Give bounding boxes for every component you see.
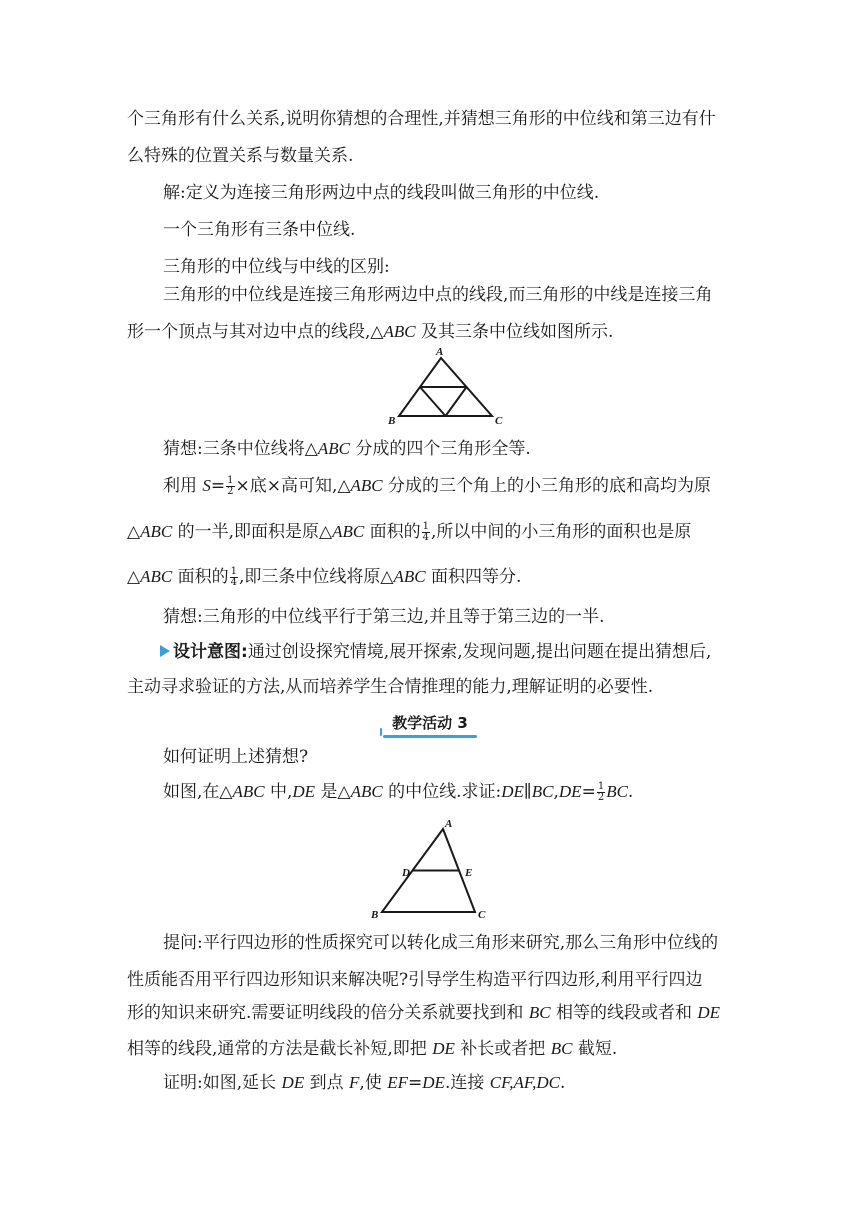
triangle-arrow-icon: [160, 645, 170, 657]
proof-line: 证明:如图,延长 DE 到点 F,使 EF=DE.连接 CF,AF,DC.: [163, 1073, 566, 1093]
problem-statement: 如图,在△ABC 中,DE 是△ABC 的中位线.求证:DE∥BC,DE= $\frac{1}{2}$ BC.: [163, 781, 634, 803]
vertex-label-a: A: [445, 818, 453, 830]
fraction-one-quarter: $\frac{1}{4}$: [422, 521, 429, 543]
paragraph-line: 形的知识来研究.需要证明线段的倍分关系就要找到和 BC 相等的线段或者和 DE: [127, 1003, 721, 1023]
answer-count: 一个三角形有三条中位线.: [163, 220, 356, 240]
area-reasoning-line: △ABC 的一半,即面积是原△ABC 面积的 $\frac{1}{4}$ ,所以中间的小三角形的面积也是原: [127, 521, 692, 543]
conjecture-1: 猜想:三条中位线将△ABC 分成的四个三角形全等.: [163, 439, 531, 459]
fraction-one-half: $\frac{1}{2}$: [597, 781, 605, 803]
figure-triangle-midlines: [385, 344, 510, 429]
paragraph-line: 三角形的中位线是连接三角形两边中点的线段,而三角形的中线是连接三角: [163, 285, 713, 305]
conjecture-2: 猜想:三角形的中位线平行于第三边,并且等于第三边的一半.: [163, 607, 605, 627]
figure-triangle-de: [370, 815, 495, 925]
paragraph-line: 提问:平行四边形的性质探究可以转化成三角形来研究,那么三角形中位线的: [163, 933, 719, 953]
answer-definition: 解:定义为连接三角形两边中点的线段叫做三角形的中位线.: [163, 183, 600, 203]
paragraph-line: 形一个顶点与其对边中点的线段,△ABC 及其三条中位线如图所示.: [127, 322, 614, 342]
activity-underline: [383, 735, 477, 738]
paragraph-line: 性质能否用平行四边形知识来解决呢?引导学生构造平行四边形,利用平行四边: [127, 970, 703, 990]
area-reasoning-line: 利用 S= $\frac{1}{2}$ ×底×高可知,△ABC 分成的三个角上的小三角形的底和高均为原: [163, 475, 712, 497]
activity-title: 教学活动 3: [385, 712, 475, 734]
point-label-d: D: [402, 867, 410, 879]
vertex-label-b: B: [388, 415, 396, 427]
design-intent-line: 主动寻求验证的方法,从而培养学生合情推理的能力,理解证明的必要性.: [127, 677, 654, 697]
midline: [420, 387, 446, 416]
design-intent-line: 设计意图:通过创设探究情境,展开探索,发现问题,提出问题在提出猜想后,: [160, 641, 711, 663]
vertex-label-a: A: [436, 346, 444, 358]
paragraph-line: 相等的线段,通常的方法是截长补短,即把 DE 补长或者把 BC 截短.: [127, 1039, 618, 1059]
fraction-one-half: $\frac{1}{2}$: [227, 475, 234, 497]
vertex-label-b: B: [371, 909, 379, 921]
paragraph-line: 个三角形有什么关系,说明你猜想的合理性,并猜想三角形的中位线和第三边有什: [127, 109, 716, 129]
point-label-e: E: [465, 867, 473, 879]
vertex-label-c: C: [495, 415, 503, 427]
question-line: 如何证明上述猜想?: [163, 747, 309, 767]
paragraph-line: 么特殊的位置关系与数量关系.: [127, 146, 354, 166]
fraction-one-quarter: $\frac{1}{4}$: [230, 566, 237, 588]
difference-heading: 三角形的中位线与中线的区别:: [163, 257, 390, 277]
area-reasoning-line: △ABC 面积的 $\frac{1}{4}$ ,即三条中位线将原△ABC 面积四等分.: [127, 566, 522, 588]
midline: [446, 387, 467, 416]
vertex-label-c: C: [478, 909, 486, 921]
design-intent-label: 设计意图:: [173, 642, 248, 662]
